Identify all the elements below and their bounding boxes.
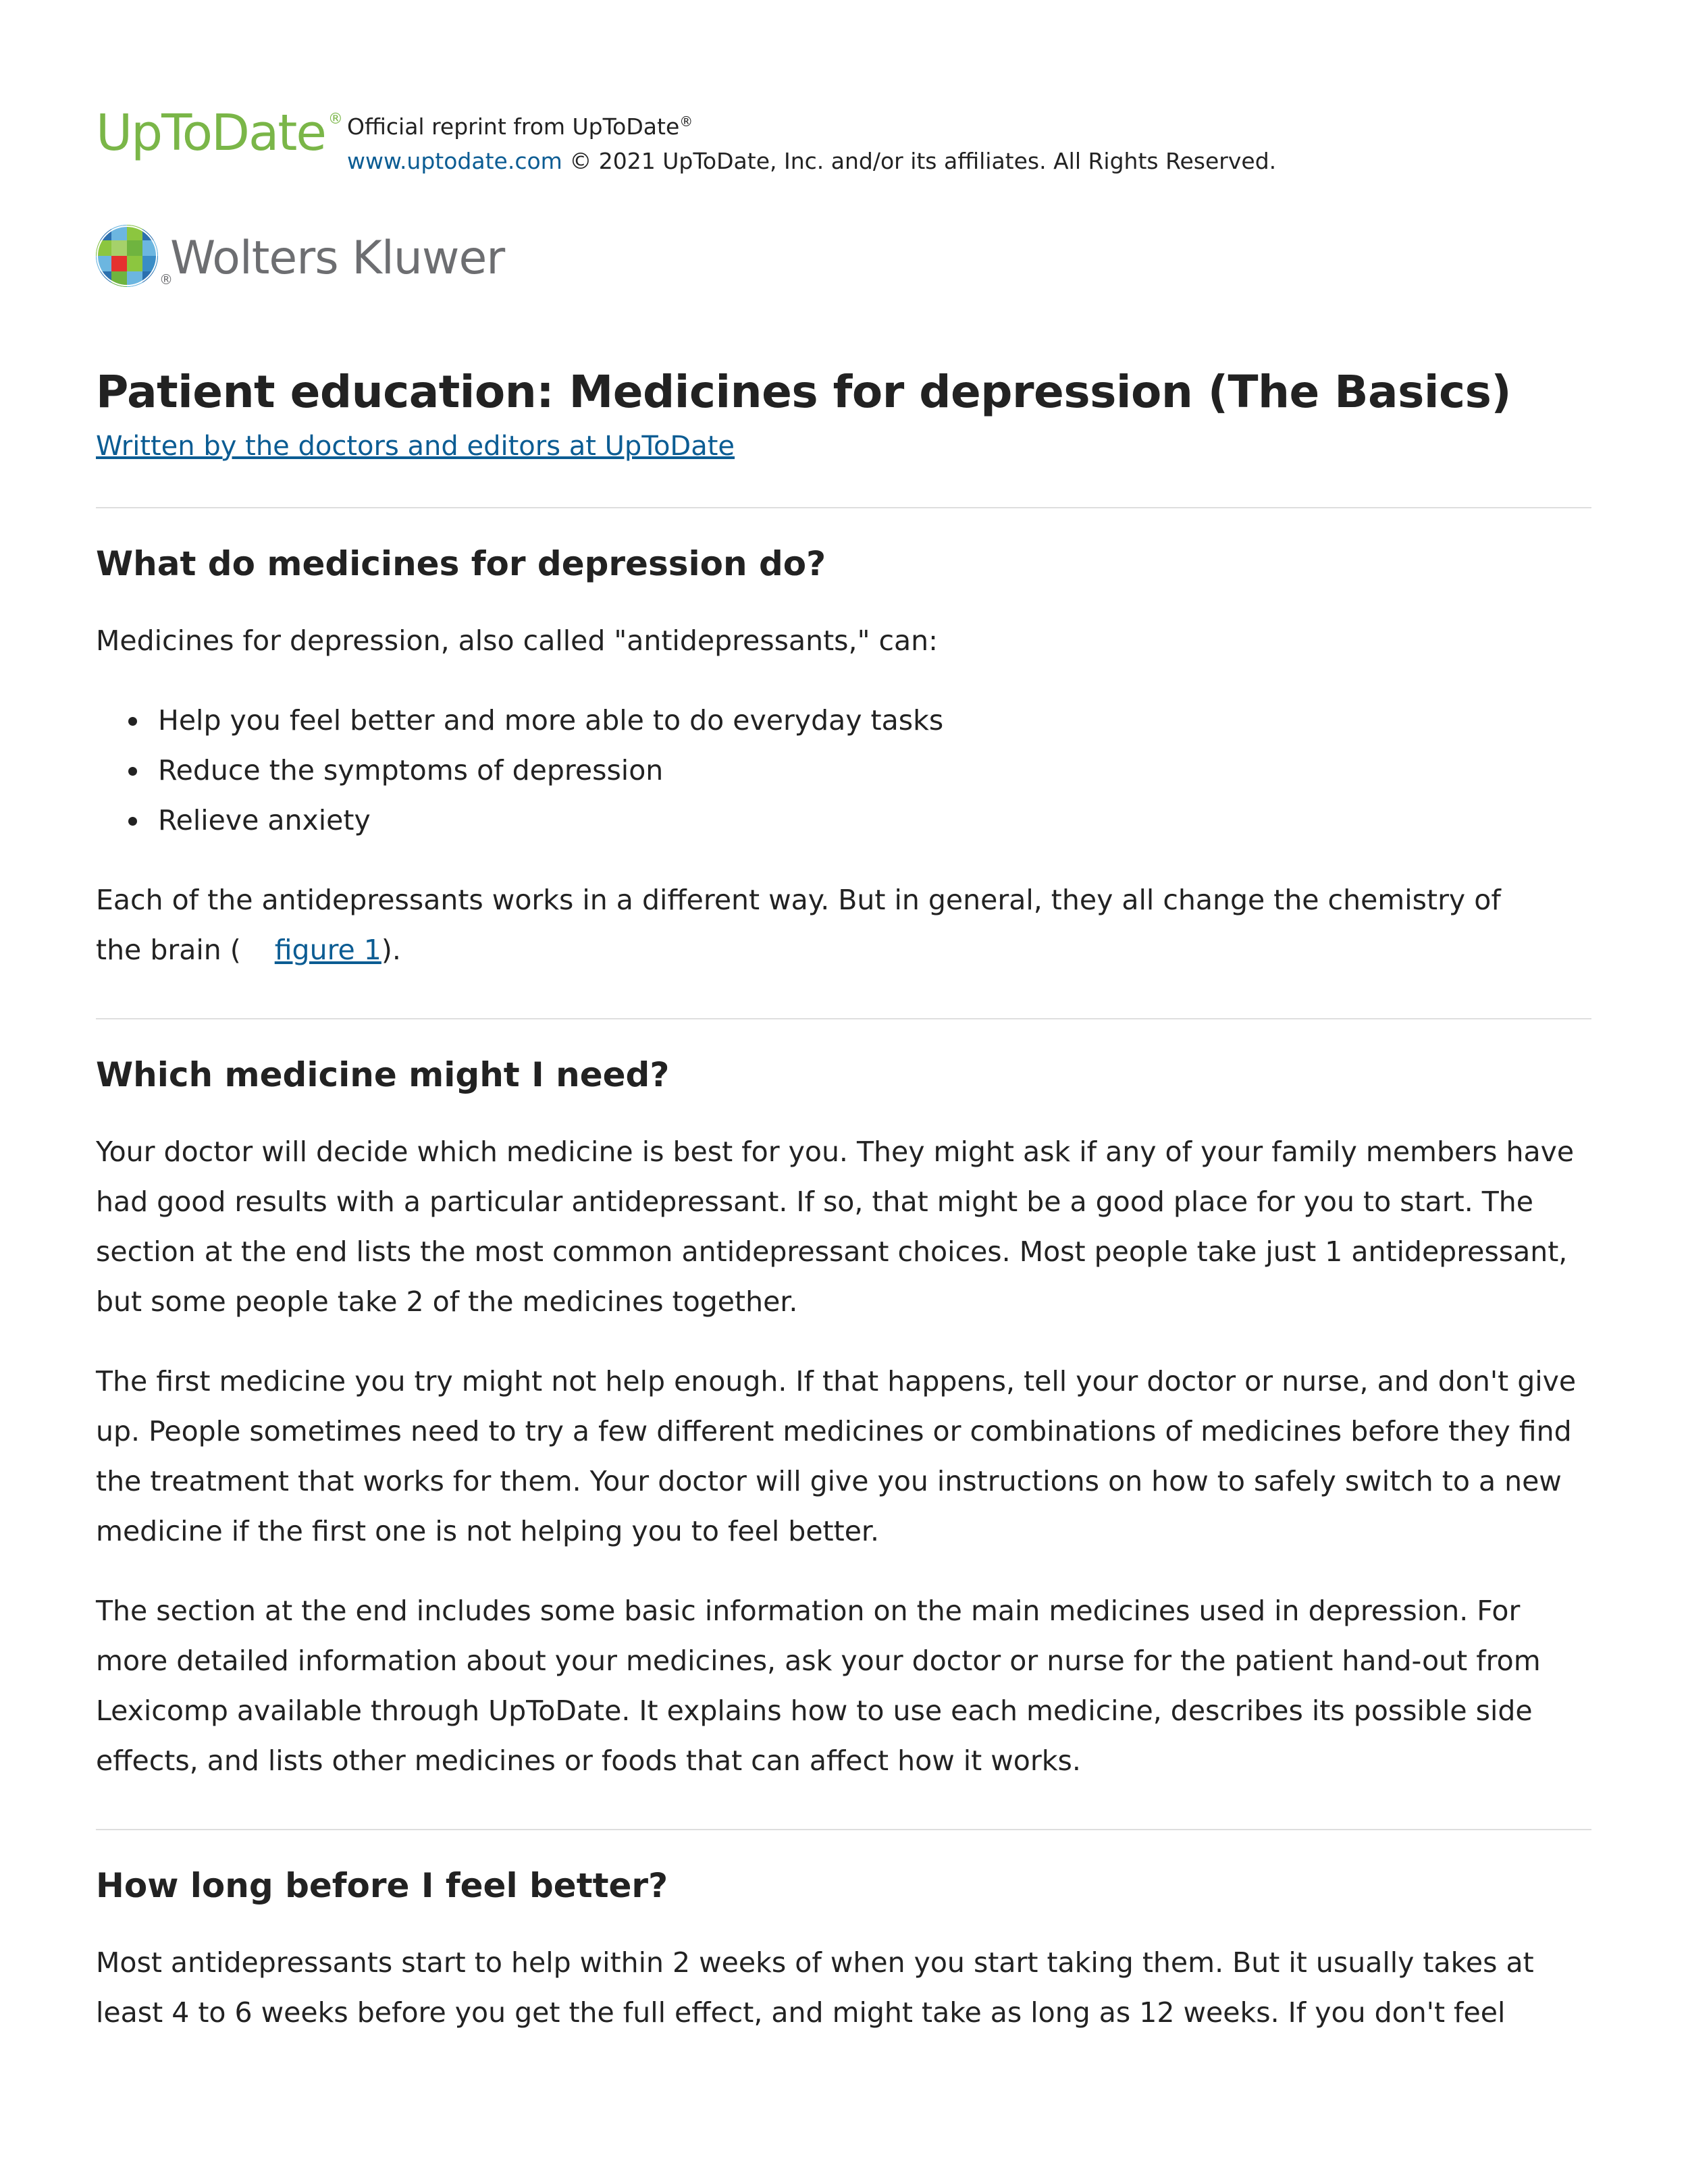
section-heading: Which medicine might I need? <box>96 1055 670 1094</box>
copyright-text: © 2021 UpToDate, Inc. and/or its affiliates. All Rights Reserved. <box>569 148 1277 174</box>
bullet-icon <box>128 767 137 776</box>
list-item-text: Reduce the symptoms of depression <box>158 753 664 787</box>
section-divider <box>96 1829 1591 1830</box>
uptodate-logo-text: UpToDate <box>96 104 325 162</box>
section-heading: What do medicines for depression do? <box>96 543 826 583</box>
bullet-list <box>96 695 1591 845</box>
reprint-mark: ® <box>679 113 693 130</box>
list-item <box>158 695 1591 745</box>
uptodate-logo <box>96 104 342 162</box>
list-item <box>158 795 1591 845</box>
section-heading: How long before I feel better? <box>96 1865 668 1905</box>
bullet-icon <box>128 817 137 826</box>
copyright-notice <box>347 148 1276 175</box>
section-divider <box>96 507 1591 508</box>
paragraph: Your doctor will decide which medicine is best for you. They might ask if any of your family members have had good results with a particular antidepressant. If so, that might be a good place for you to start. The section at the end lists the most common antidepressant choices. Most people take just 1 antidepressant, but some people take 2 of the medicines together. <box>96 1135 1575 1318</box>
article-content <box>96 365 1591 2037</box>
reprint-text: Official reprint from UpToDate <box>347 113 680 140</box>
paragraph-text: the brain ( <box>96 933 241 966</box>
paragraph-text: ). <box>381 933 401 966</box>
paragraph <box>96 875 1591 975</box>
paragraph: Most antidepressants start to help within 2 weeks of when you start taking them. But it usually takes at least 4 to 6 weeks before you get the full effect, and might take as long as 12 weeks. If you don't feel <box>96 1946 1534 2029</box>
article-title: Patient education: Medicines for depression (The Basics) <box>96 366 1512 418</box>
paragraph: The section at the end includes some basic information on the main medicines used in depression. For more detailed information about your medicines, ask your doctor or nurse for the patient hand-out from Lexicomp available through UpToDate. It explains how to use each medicine, describes its possible side effects, and lists other medicines or foods that can affect how it works. <box>96 1594 1541 1777</box>
bullet-icon <box>128 717 137 726</box>
section-divider <box>96 1018 1591 1019</box>
figure-link[interactable]: figure 1 <box>274 933 381 966</box>
site-link[interactable]: www.uptodate.com <box>347 148 562 174</box>
paragraph-line: Each of the antidepressants works in a different way. But in general, they all change the chemistry of <box>96 883 1501 916</box>
reprint-notice <box>347 113 693 140</box>
publisher-name: Wolters Kluwer <box>170 232 505 285</box>
byline-link[interactable]: Written by the doctors and editors at UpToDate <box>96 430 735 462</box>
publisher-mark: ® <box>159 271 173 288</box>
paragraph: The first medicine you try might not help enough. If that happens, tell your doctor or nurse, and don't give up. People sometimes need to try a few different medicines or combinations of medicines before they find the treatment that works for them. Your doctor will give you instructions on how to safely switch to a new medicine if the first one is not helping you to feel better. <box>96 1364 1577 1547</box>
list-item-text: Relieve anxiety <box>158 803 371 836</box>
uptodate-logo-mark: ® <box>327 111 342 128</box>
paragraph: Medicines for depression, also called "antidepressants," can: <box>96 624 938 657</box>
list-item-text: Help you feel better and more able to do everyday tasks <box>158 703 944 737</box>
list-item <box>158 745 1591 795</box>
